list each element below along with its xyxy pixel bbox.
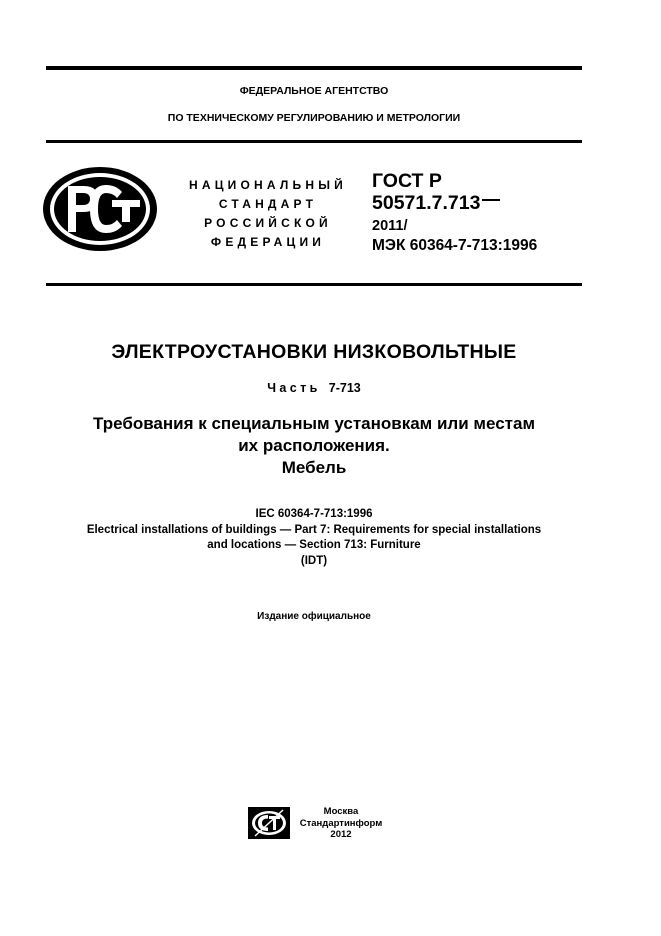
agency-line-2: ПО ТЕХНИЧЕСКОМУ РЕГУЛИРОВАНИЮ И МЕТРОЛОГИИ [167,112,461,124]
publisher-info [296,806,386,841]
national-standard-line-4: ФЕДЕРАЦИИ [210,235,326,249]
iec-line-3: and locations — Section 713: Furniture [207,539,421,551]
publisher-name: Стандартинформ [299,817,383,829]
header-rule-upper [46,140,582,143]
iec-line-4: (IDT) [300,554,328,567]
subtitle-line-1: Требования к специальным установкам или местам [92,414,536,433]
iec-line-2: Electrical installations of buildings — Part 7: Requirements for special installations [86,523,542,536]
designation-line-4: МЭК 60364-7-713:1996 [372,237,538,254]
designation-line-3: 2011/ [372,218,408,234]
agency-line-1: ФЕДЕРАЛЬНОЕ АГЕНТСТВО [239,85,389,97]
standartinform-logo-icon [247,806,291,840]
standard-designation [372,170,537,256]
part-number: 7-713 [328,381,361,395]
header-rule-lower [46,283,582,286]
document-title: ЭЛЕКТРОУСТАНОВКИ НИЗКОВОЛЬТНЫЕ [111,341,517,363]
publisher-city: Москва [323,806,359,817]
designation-dash [482,199,500,201]
part-label [46,381,582,395]
designation-line-2: 50571.7.713 [372,192,481,214]
document-subtitle [30,413,598,479]
iec-reference [30,507,598,569]
top-rule [46,66,582,70]
national-standard-label [168,176,368,252]
designation-line-1: ГОСТ Р [372,170,442,192]
subtitle-line-2: их расположения. [238,436,390,455]
iec-line-1: IEC 60364-7-713:1996 [255,508,373,520]
national-standard-line-3: РОССИЙСКОЙ [204,216,332,230]
gost-r-certification-logo-icon [40,164,160,254]
edition-label: Издание официальное [257,611,371,622]
national-standard-line-2: СТАНДАРТ [218,197,318,211]
subtitle-line-3: Мебель [281,458,347,477]
publisher-year: 2012 [330,829,352,840]
part-word: Часть [267,381,321,395]
national-standard-line-1: НАЦИОНАЛЬНЫЙ [188,178,348,192]
